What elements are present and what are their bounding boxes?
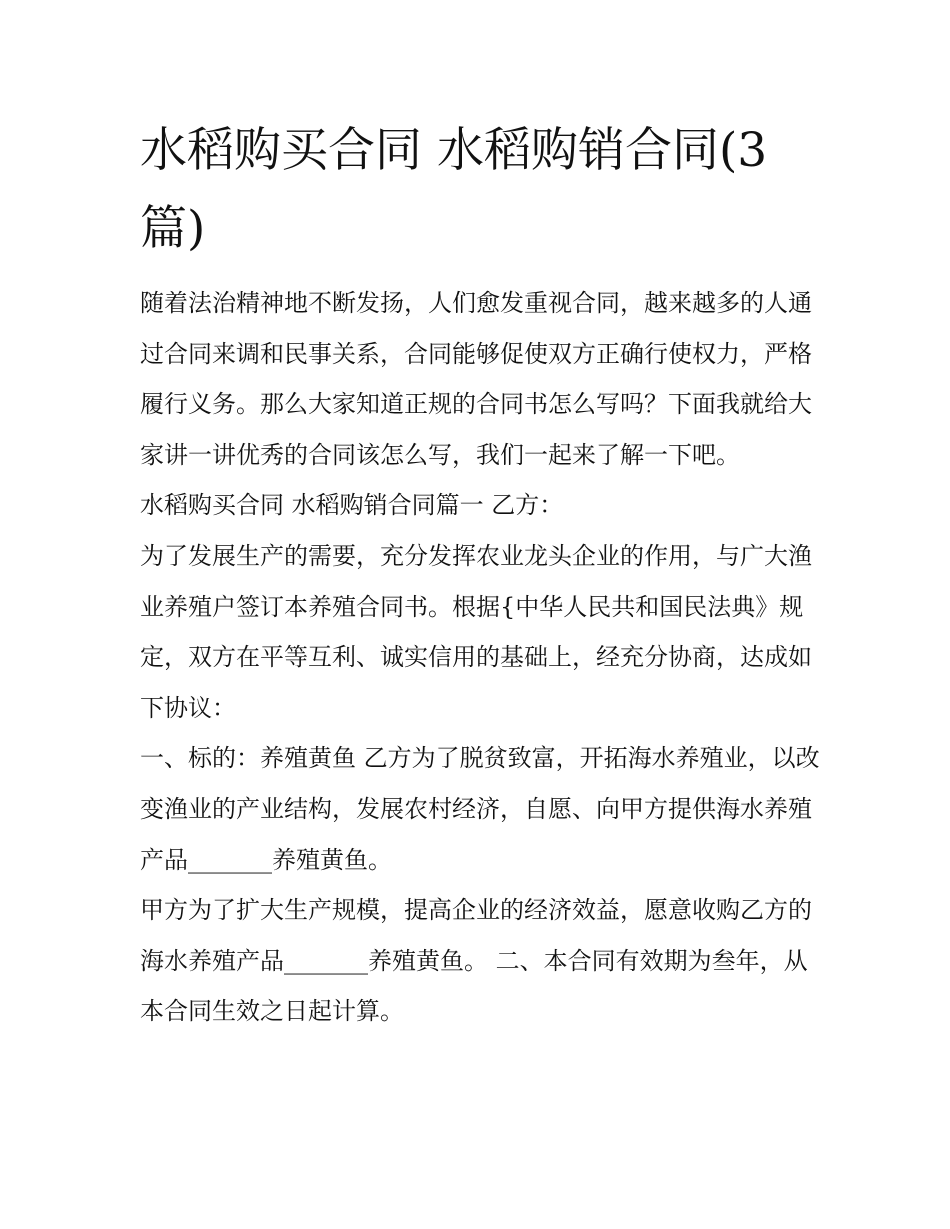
intro-paragraph: 随着法治精神地不断发扬，人们愈发重视合同，越来越多的人通过合同来调和民事关系，合同能够促使双方正确行使权力，严格履行义务。那么大家知道正规的合同书怎么写吗？下面我就给大家讲一讲优秀的合同该怎么写，我们一起来了解一下吧。 bbox=[140, 289, 812, 469]
clause-one-paragraph: 一、标的：养殖黄鱼 乙方为了脱贫致富，开拓海水养殖业，以改变渔业的产业结构，发展农村经济，自愿、向甲方提供海水养殖产品_______养殖黄鱼。 bbox=[140, 744, 820, 874]
document-title: 水稻购买合同 水稻购销合同(3篇) bbox=[140, 123, 768, 256]
purpose-paragraph: 为了发展生产的需要，充分发挥农业龙头企业的作用，与广大渔业养殖户签订本养殖合同书。根据{中华人民共和国民法典》规定，双方在平等互利、诚实信用的基础上，经充分协商，达成如下协议： bbox=[140, 541, 812, 722]
document-body bbox=[140, 278, 830, 1037]
clause-two-paragraph: 甲方为了扩大生产规模，提高企业的经济效益，愿意收购乙方的海水养殖产品_______养殖黄鱼。 二、本合同有效期为叁年，从本合同生效之日起计算。 bbox=[140, 896, 812, 1026]
section-heading: 水稻购买合同 水稻购销合同篇一 乙方： bbox=[140, 491, 564, 520]
